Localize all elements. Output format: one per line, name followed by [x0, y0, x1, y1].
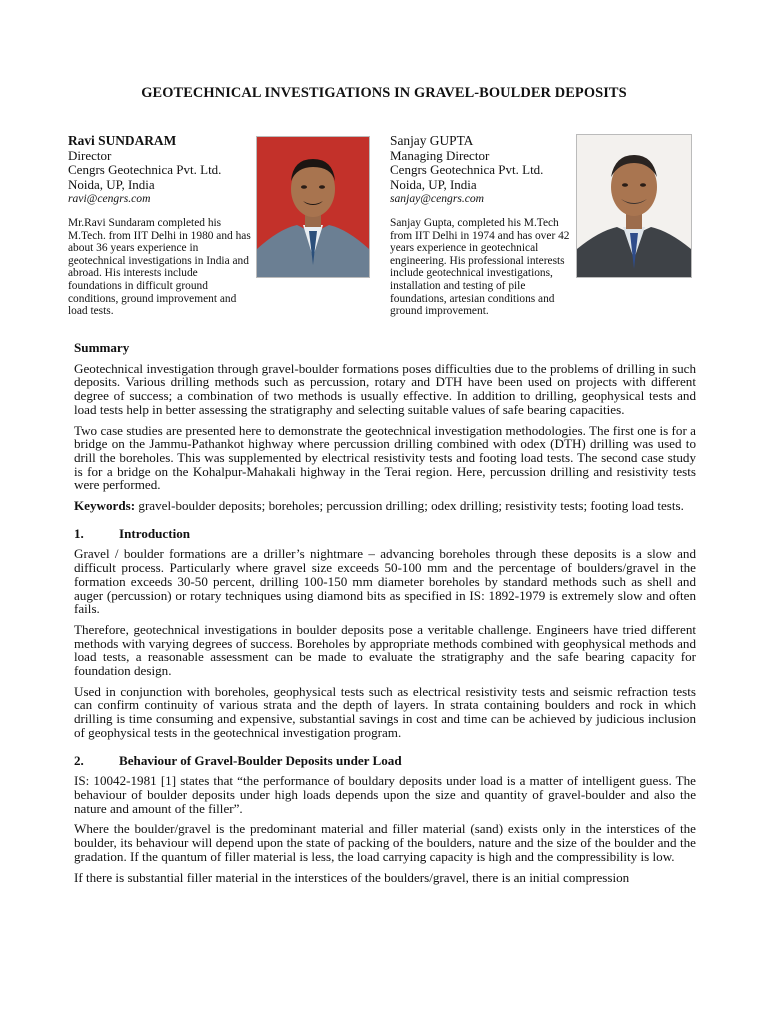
- section-title: Introduction: [119, 525, 191, 541]
- paper-body: [74, 341, 696, 891]
- summary-paragraph: Two case studies are presented here to demonstrate the geotechnical investigation methodologies. The first one is for a bridge on the Jammu-Pathankot highway where percussion drilling combined with odex (DTH) drilling was used to drill the boreholes. This was supplemented by electrical resistivity tests and footing load tests. The second case study is for a bridge on the Kohalpur-Mahakali highway in the Terai region. Here, percussion drilling and resistivity tests were performed.: [74, 422, 696, 493]
- section-title: Behaviour of Gravel-Boulder Deposits under Load: [119, 752, 402, 768]
- summary-heading: Summary: [74, 340, 130, 355]
- section-paragraph: Gravel / boulder formations are a driller’s nightmare – advancing boreholes through these deposits is a slow and difficult process. Particularly where gravel size exceeds 50-100 mm and the percentage of boulders/gravel in the formation exceeds 30-50 percent, drilling 100-150 mm diameter boreholes by standard methods such as shell and auger (percussion) or rotary techniques using diamond bits as specified in IS: 1892-1979 is extremely slow and often fails.: [74, 546, 696, 617]
- author-name: Sanjay GUPTA: [390, 133, 474, 148]
- author-location: Noida, UP, India: [390, 176, 477, 192]
- keywords-text: gravel-boulder deposits; boreholes; percussion drilling; odex drilling; resistivity tests; footing load tests.: [138, 498, 684, 514]
- section-heading-introduction: [74, 527, 696, 541]
- summary-paragraph: Geotechnical investigation through gravel-boulder formations poses difficulties due to the problems of drilling in such deposits. Various drilling methods such as percussion, rotary and DTH have been used on projects with different degree of success; a combination of two methods is usually effective. In addition to drilling, geophysical tests and load tests help in better assessing the stratigraphy and selecting suitable values of safe bearing capacities.: [74, 360, 696, 417]
- author-portrait-1: [257, 137, 369, 277]
- author-photo-2: [576, 134, 692, 278]
- author-name: Ravi SUNDARAM: [68, 133, 177, 148]
- author-email: sanjay@cengrs.com: [390, 192, 485, 206]
- section-number: 2.: [74, 752, 84, 768]
- author-bio: Mr.Ravi Sundaram completed his M.Tech. from IIT Delhi in 1980 and has about 36 years experience in geotechnical investigations in India and abroad. His interests include foundations in difficult ground conditions, ground improvement and load tests.: [68, 216, 251, 318]
- section-number: 1.: [74, 525, 84, 541]
- author-email: ravi@cengrs.com: [68, 192, 151, 206]
- section-paragraph: Where the boulder/gravel is the predominant material and filler material (sand) exists only in the interstices of the boulder, its behaviour will depend upon the state of packing of the boulders, nature and the size of the boulder and the gradation. If the quantum of filler material is less, the load carrying capacity is high and the compressibility is low.: [74, 821, 696, 864]
- author-company: Cengrs Geotechnica Pvt. Ltd.: [390, 162, 544, 178]
- author-role: Managing Director: [390, 147, 490, 163]
- author-block-1: [68, 134, 254, 318]
- author-bio: Sanjay Gupta, completed his M.Tech from IIT Delhi in 1974 and has over 42 years experience in geotechnical engineering. His professional interests include geotechnical investigations, installation and testing of pile foundations, artesian conditions and ground improvement.: [390, 216, 570, 318]
- keywords-paragraph: [74, 499, 696, 513]
- author-location: Noida, UP, India: [68, 176, 155, 192]
- section-paragraph: If there is substantial filler material in the interstices of the boulders/gravel, there is an initial compression: [74, 869, 630, 885]
- author-role: Director: [68, 147, 112, 163]
- section-paragraph: Therefore, geotechnical investigations in boulder deposits pose a veritable challenge. Engineers have tried different methods with varying degrees of success. Boreholes by appropriate methods combined with geophysical methods and load tests, a reasonable assessment can be made to evaluate the stratigraphy and the safe bearing capacity for foundation design.: [74, 621, 696, 679]
- section-paragraph: Used in conjunction with boreholes, geophysical tests such as electrical resistivity tests and seismic refraction tests can confirm continuity of various strata and the depth of layers. In strata containing boulders and rock in which drilling is time consuming and expensive, substantial savings in cost and time can be achieved by judicious inclusion of geophysical tests in the geotechnical investigation program.: [74, 683, 696, 740]
- paper-title: GEOTECHNICAL INVESTIGATIONS IN GRAVEL-BOULDER DEPOSITS: [141, 85, 627, 101]
- section-paragraph: IS: 10042-1981 [1] states that “the performance of bouldary deposits under load is a matter of intelligent guess. The behaviour of boulder deposits under high loads depends upon the size and quantity of gravel-boulder and also the nature and amount of the filler”.: [74, 773, 696, 816]
- author-photo-1: [256, 136, 370, 278]
- author-portrait-2: [577, 135, 691, 277]
- section-heading-behaviour: [74, 754, 696, 768]
- author-company: Cengrs Geotechnica Pvt. Ltd.: [68, 162, 222, 178]
- author-block-2: [390, 134, 576, 318]
- keywords-label: Keywords:: [74, 498, 136, 514]
